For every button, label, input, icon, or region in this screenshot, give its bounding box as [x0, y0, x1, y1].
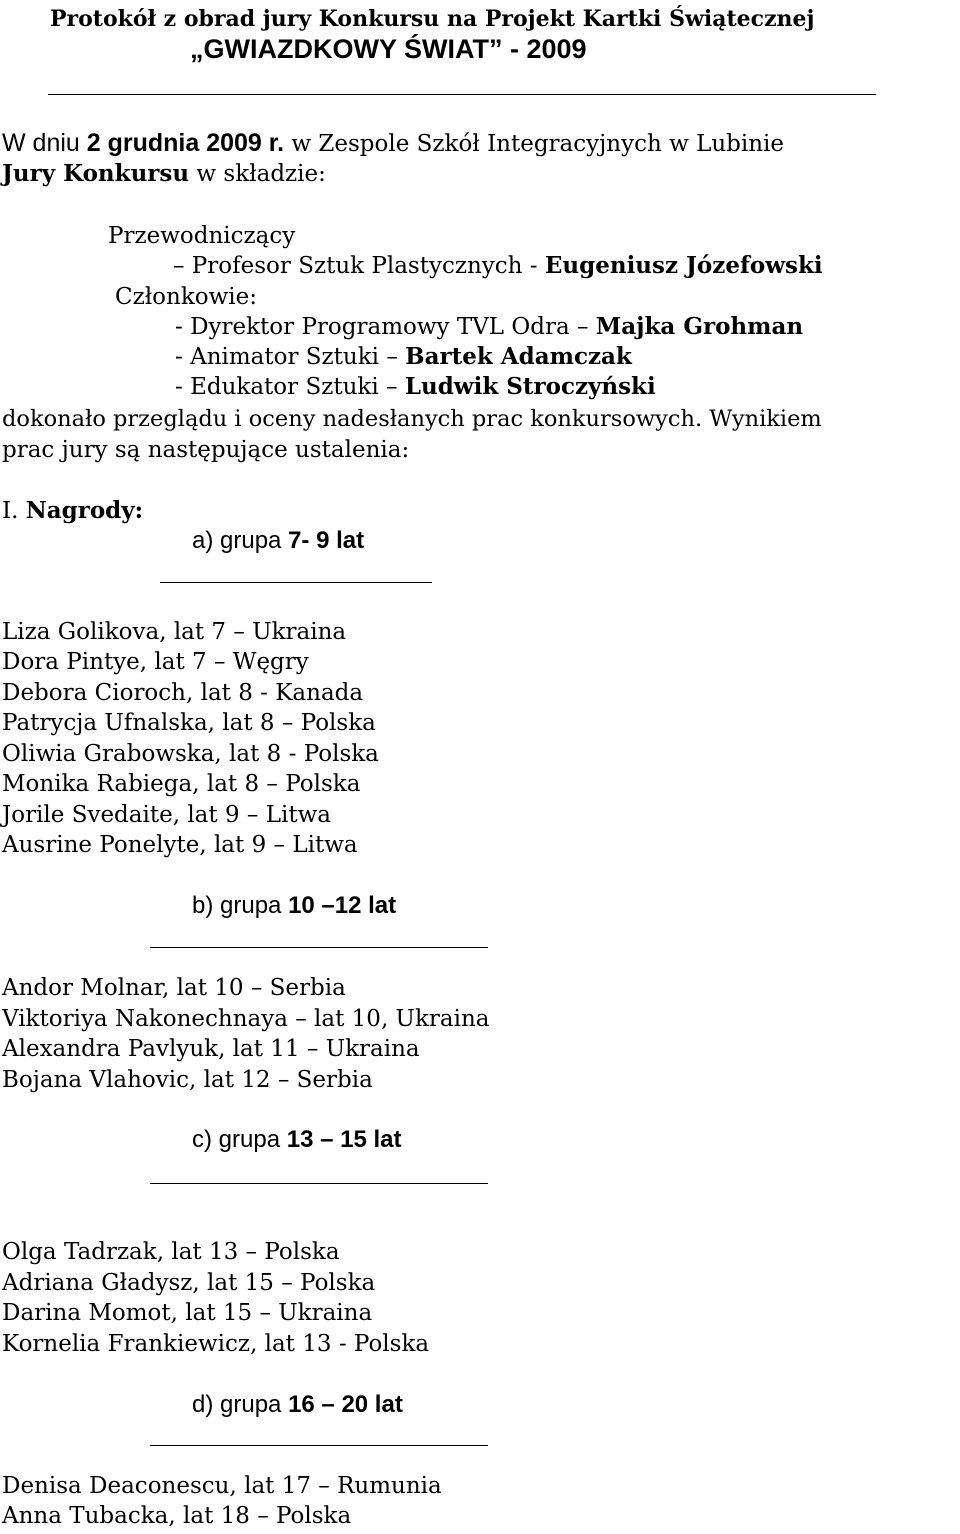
- chair-line: [173, 251, 823, 281]
- winner-item: Andor Molnar, lat 10 – Serbia: [2, 975, 346, 1001]
- winner-item: Dora Pintye, lat 7 – Węgry: [2, 649, 309, 675]
- group-underline: [150, 947, 488, 948]
- group-prefix: c) grupa: [192, 1126, 287, 1153]
- member-role: - Animator Sztuki –: [175, 344, 406, 370]
- member-name: Ludwik Stroczyński: [404, 373, 656, 400]
- meeting-date: 2 grudnia 2009 r.: [86, 129, 285, 157]
- member-name: Majka Grohman: [595, 313, 804, 340]
- winner-item: Liza Golikova, lat 7 – Ukraina: [2, 619, 347, 645]
- intro-prefix: W dniu: [2, 129, 87, 157]
- summary-line: prac jury są następujące ustalenia:: [2, 437, 410, 463]
- document-title: Protokół z obrad jury Konkursu na Projekt Kartki Świątecznej: [50, 6, 815, 32]
- awards-title: Nagrody:: [25, 497, 144, 524]
- header-divider: [48, 94, 876, 95]
- winner-item: Debora Cioroch, lat 8 - Kanada: [2, 680, 364, 706]
- winner-item: Kornelia Frankiewicz, lat 13 - Polska: [2, 1331, 430, 1357]
- intro-line: [2, 128, 784, 159]
- winner-item: Jorile Svedaite, lat 9 – Litwa: [2, 802, 331, 828]
- group-heading: [192, 891, 396, 921]
- winner-item: Bojana Vlahovic, lat 12 – Serbia: [2, 1067, 373, 1093]
- meeting-place: w Zespole Szkół Integracyjnych w Lubinie: [284, 131, 785, 157]
- winner-item: Denisa Deaconescu, lat 17 – Rumunia: [2, 1473, 442, 1499]
- winner-item: Ausrine Ponelyte, lat 9 – Litwa: [2, 832, 358, 858]
- group-prefix: d) grupa: [192, 1391, 289, 1418]
- jury-intro: [2, 159, 326, 189]
- member-line: [175, 342, 632, 372]
- group-underline: [150, 1445, 488, 1446]
- jury-label: Jury Konkursu: [2, 160, 190, 187]
- group-range: 7- 9 lat: [288, 527, 365, 554]
- jury-rest: w składzie:: [189, 161, 326, 187]
- member-name: Bartek Adamczak: [405, 343, 632, 370]
- chair-role: – Profesor Sztuk Plastycznych -: [173, 253, 545, 279]
- group-heading: [192, 1390, 403, 1420]
- group-heading: [192, 526, 364, 556]
- group-range: 16 – 20 lat: [288, 1391, 403, 1418]
- group-underline: [160, 582, 432, 583]
- member-role: - Dyrektor Programowy TVL Odra –: [175, 314, 596, 340]
- winner-item: Darina Momot, lat 15 – Ukraina: [2, 1300, 373, 1326]
- chair-label: Przewodniczący: [108, 223, 296, 249]
- group-prefix: a) grupa: [192, 527, 289, 554]
- winner-item: Monika Rabiega, lat 8 – Polska: [2, 771, 361, 797]
- summary-line: dokonało przeglądu i oceny nadesłanych prac konkursowych. Wynikiem: [2, 406, 822, 432]
- winner-item: Anna Tubacka, lat 18 – Polska: [2, 1503, 352, 1529]
- group-range: 13 – 15 lat: [286, 1126, 402, 1153]
- awards-numeral: I.: [2, 498, 26, 524]
- group-range: 10 –12 lat: [288, 892, 397, 919]
- group-heading: [192, 1125, 401, 1155]
- winner-item: Adriana Gładysz, lat 15 – Polska: [2, 1270, 376, 1296]
- awards-heading: [2, 496, 143, 526]
- chair-name: Eugeniusz Józefowski: [544, 252, 823, 279]
- member-role: - Edukator Sztuki –: [175, 374, 405, 400]
- winner-item: Olga Tadrzak, lat 13 – Polska: [2, 1239, 340, 1265]
- winner-item: Patrycja Ufnalska, lat 8 – Polska: [2, 710, 376, 736]
- winner-item: Viktoriya Nakonechnaya – lat 10, Ukraina: [2, 1006, 490, 1032]
- member-line: [175, 312, 803, 342]
- contest-name: „GWIAZDKOWY ŚWIAT” - 2009: [190, 34, 587, 64]
- winner-item: Alexandra Pavlyuk, lat 11 – Ukraina: [2, 1036, 420, 1062]
- group-prefix: b) grupa: [192, 892, 289, 919]
- winner-item: Oliwia Grabowska, lat 8 - Polska: [2, 741, 379, 767]
- member-line: [175, 372, 656, 402]
- group-underline: [150, 1183, 488, 1184]
- members-label: Członkowie:: [115, 284, 258, 310]
